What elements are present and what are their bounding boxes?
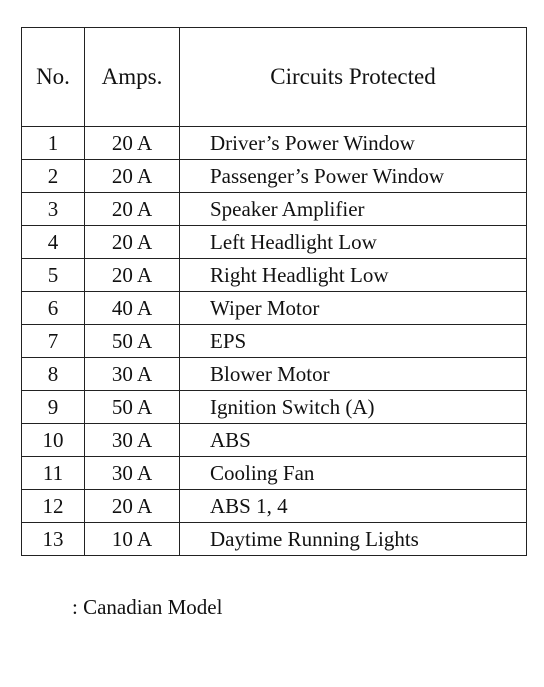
cell-amps: 30 A: [85, 457, 180, 490]
cell-circuit: Wiper Motor: [180, 292, 527, 325]
cell-amps: 30 A: [85, 358, 180, 391]
table-row: [22, 259, 527, 292]
cell-no: 8: [22, 358, 85, 391]
cell-circuit: Blower Motor: [180, 358, 527, 391]
cell-no: 11: [22, 457, 85, 490]
cell-circuit: ABS 1, 4: [180, 490, 527, 523]
cell-amps: 20 A: [85, 226, 180, 259]
cell-circuit: Ignition Switch (A): [180, 391, 527, 424]
table-row: [22, 193, 527, 226]
header-row: [22, 28, 527, 127]
table-row: [22, 325, 527, 358]
fuse-table: [21, 27, 527, 556]
cell-no: 9: [22, 391, 85, 424]
cell-no: 1: [22, 127, 85, 160]
cell-circuit: ABS: [180, 424, 527, 457]
table-row: [22, 127, 527, 160]
cell-amps: 40 A: [85, 292, 180, 325]
cell-circuit: Right Headlight Low: [180, 259, 527, 292]
footnote: : Canadian Model: [72, 595, 223, 619]
cell-amps: 20 A: [85, 127, 180, 160]
table-body: [22, 127, 527, 556]
header-amps: Amps.: [85, 28, 180, 127]
cell-circuit: Driver’s Power Window: [180, 127, 527, 160]
cell-amps: 50 A: [85, 391, 180, 424]
header-circuits: Circuits Protected: [180, 28, 527, 127]
header-no: No.: [22, 28, 85, 127]
table-row: [22, 292, 527, 325]
table-row: [22, 523, 527, 556]
cell-no: 5: [22, 259, 85, 292]
cell-circuit: Daytime Running Lights: [180, 523, 527, 556]
cell-amps: 20 A: [85, 193, 180, 226]
table-row: [22, 457, 527, 490]
cell-circuit: Passenger’s Power Window: [180, 160, 527, 193]
table-row: [22, 490, 527, 523]
cell-no: 4: [22, 226, 85, 259]
cell-no: 2: [22, 160, 85, 193]
cell-no: 3: [22, 193, 85, 226]
table-row: [22, 160, 527, 193]
cell-no: 6: [22, 292, 85, 325]
cell-circuit: Speaker Amplifier: [180, 193, 527, 226]
cell-amps: 20 A: [85, 259, 180, 292]
cell-amps: 10 A: [85, 523, 180, 556]
cell-circuit: Cooling Fan: [180, 457, 527, 490]
cell-amps: 20 A: [85, 160, 180, 193]
table-row: [22, 358, 527, 391]
cell-no: 10: [22, 424, 85, 457]
cell-circuit: EPS: [180, 325, 527, 358]
cell-amps: 50 A: [85, 325, 180, 358]
cell-no: 12: [22, 490, 85, 523]
cell-amps: 30 A: [85, 424, 180, 457]
table-row: [22, 424, 527, 457]
cell-amps: 20 A: [85, 490, 180, 523]
cell-circuit: Left Headlight Low: [180, 226, 527, 259]
cell-no: 13: [22, 523, 85, 556]
table-row: [22, 226, 527, 259]
table-row: [22, 391, 527, 424]
cell-no: 7: [22, 325, 85, 358]
